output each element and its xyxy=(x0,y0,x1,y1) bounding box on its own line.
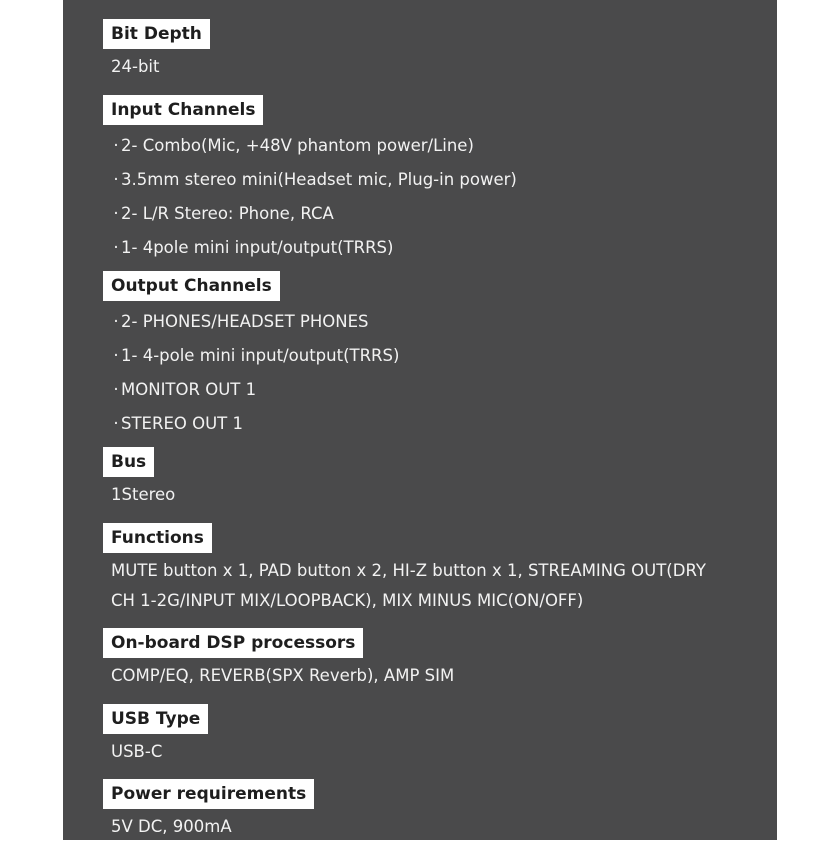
spec-panel xyxy=(63,0,777,840)
spec-value-bit-depth: 24-bit xyxy=(111,57,160,76)
spec-power xyxy=(103,779,763,842)
spec-label-usb-type: USB Type xyxy=(103,704,208,734)
spec-output-channels xyxy=(103,271,763,443)
output-channels-list xyxy=(103,307,763,443)
spec-value-bus: 1Stereo xyxy=(111,485,176,504)
spec-value-power: 5V DC, 900mA xyxy=(111,817,232,836)
list-item: · 3.5mm stereo mini(Headset mic, Plug-in power) xyxy=(113,170,517,189)
spec-functions xyxy=(103,523,763,616)
input-channels-list xyxy=(103,131,763,267)
spec-input-channels xyxy=(103,95,763,267)
spec-label-bit-depth: Bit Depth xyxy=(103,19,210,49)
list-item: · STEREO OUT 1 xyxy=(113,414,243,433)
spec-label-input-channels: Input Channels xyxy=(103,95,263,125)
list-item: · MONITOR OUT 1 xyxy=(113,380,257,399)
spec-dsp xyxy=(103,628,763,691)
spec-label-bus: Bus xyxy=(103,447,154,477)
spec-value-functions: MUTE button x 1, PAD button x 2, HI-Z button x 1, STREAMING OUT(DRY CH 1-2G/INPUT MIX/LOOPBACK), MIX MINUS MIC(ON/OFF) xyxy=(111,561,706,610)
list-item: · 2- Combo(Mic, +48V phantom power/Line) xyxy=(113,136,474,155)
list-item: · 1- 4pole mini input/output(TRRS) xyxy=(113,238,394,257)
spec-bit-depth xyxy=(103,19,763,82)
spec-label-functions: Functions xyxy=(103,523,212,553)
spec-value-dsp: COMP/EQ, REVERB(SPX Reverb), AMP SIM xyxy=(111,666,455,685)
list-item: · 2- L/R Stereo: Phone, RCA xyxy=(113,204,334,223)
spec-value-usb-type: USB-C xyxy=(111,742,163,761)
spec-label-power: Power requirements xyxy=(103,779,314,809)
spec-bus xyxy=(103,447,763,510)
spec-label-dsp: On-board DSP processors xyxy=(103,628,363,658)
list-item: · 1- 4-pole mini input/output(TRRS) xyxy=(113,346,400,365)
list-item: · 2- PHONES/HEADSET PHONES xyxy=(113,312,369,331)
spec-label-output-channels: Output Channels xyxy=(103,271,280,301)
spec-usb-type xyxy=(103,704,763,767)
